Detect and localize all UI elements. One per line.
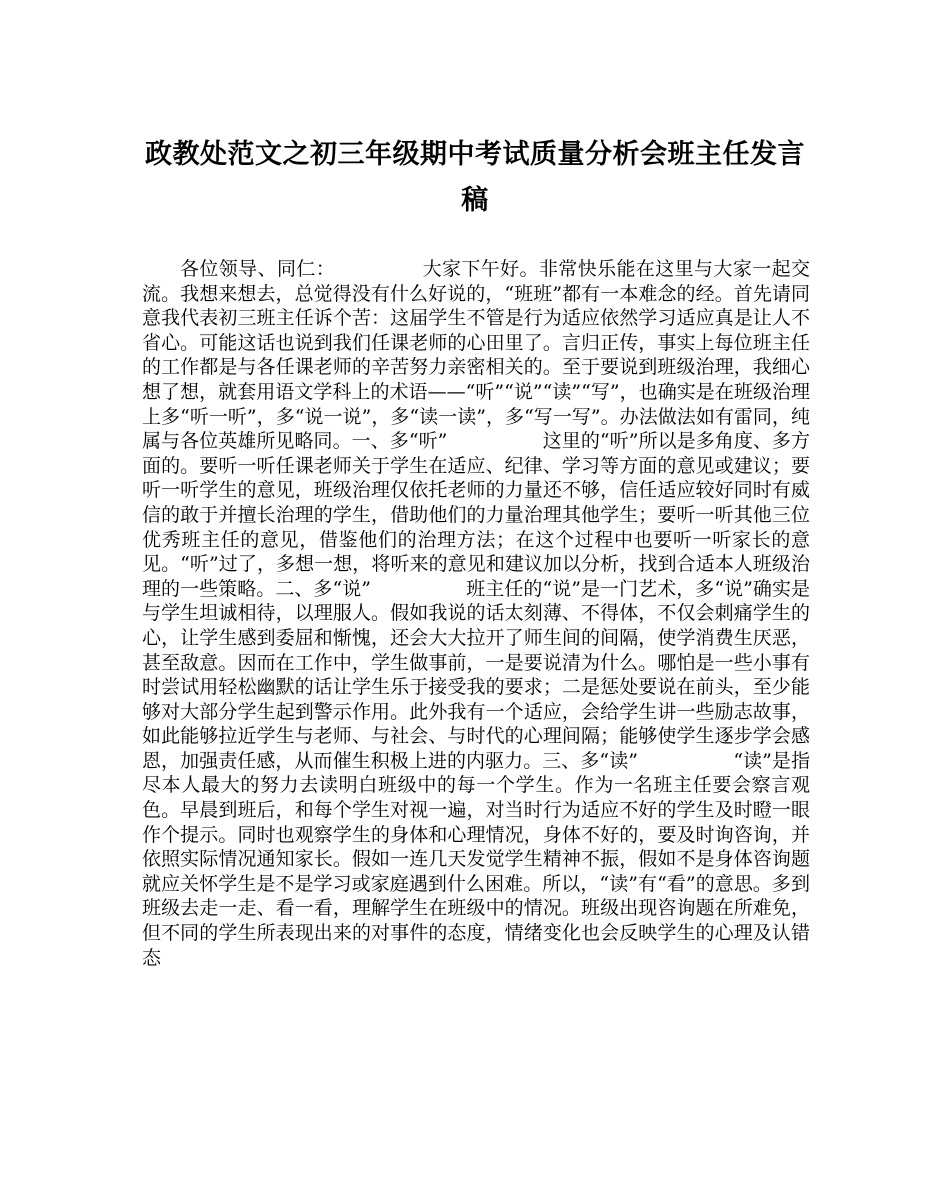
- document-title: 政教处范文之初三年级期中考试质量分析会班主任发言稿: [145, 139, 805, 216]
- document-body-paragraph: 各位领导、同仁： 大家下午好。非常快乐能在这里与大家一起交流。我想来想去，总觉得没有什么好说的，“班班”都有一本难念的经。首先请同意我代表初三班主任诉个苦：这届学生不管是行为适应依然学习适应真是让人不省心。可能这话也说到我们任课老师的心田里了。言归正传，事实上每位班主任的工作都是与各任课老师的辛苦努力亲密相关的。至于要说到班级治理，我细心想了想，就套用语文学科上的术语——“听”“说”“读”“写”，也确实是在班级治理上多“听一听”，多“说一说”，多“读一读”，多“写一写”。办法做法如有雷同，纯属与各位英雄所见略同。一、多“听” 这里的“听”所以是多角度、多方面的。要听一听任课老师关于学生在适应、纪律、学习等方面的意见或建议；要听一听学生的意见，班级治理仅依托老师的力量还不够，信任适应较好同时有威信的敢于并擅长治理的学生，借助他们的力量治理其他学生；要听一听其他三位优秀班主任的意见，借鉴他们的治理方法；在这个过程中也要听一听家长的意见。“听”过了，多想一想，将听来的意见和建议加以分析，找到合适本人班级治理的一些策略。二、多“说” 班主任的“说”是一门艺术，多“说”确实是与学生坦诚相待，以理服人。假如我说的话太刻薄、不得体，不仅会刺痛学生的心，让学生感到委屈和惭愧，还会大大拉开了师生间的间隔，使学消费生厌恶，甚至敌意。因而在工作中，学生做事前，一是要说清为什么。哪怕是一些小事有时尝试用轻松幽默的话让学生乐于接受我的要求；二是惩处要说在前头，至少能够对大部分学生起到警示作用。此外我有一个适应，会给学生讲一些励志故事，如此能够拉近学生与老师、与社会、与时代的心理间隔；能够使学生逐步学会感恩，加强责任感，从而催生积极上进的内驱力。三、多“读” “读”是指尽本人最大的努力去读明白班级中的每一个学生。作为一名班主任要会察言观色。早晨到班后，和每个学生对视一遍，对当时行为适应不好的学生及时瞪一眼作个提示。同时也观察学生的身体和心理情况，身体不好的，要及时询咨询，并依照实际情况通知家长。假如一连几天发觉学生精神不振，假如不是身体咨询题就应关怀学生是不是学习或家庭遇到什么困难。所以，“读”有“看”的意思。多到班级去走一走、看一看，理解学生在班级中的情况。班级出现咨询题在所难免，但不同的学生所表现出来的对事件的态度，情绪变化也会反映学生的心理及认错态: [142, 258, 810, 969]
